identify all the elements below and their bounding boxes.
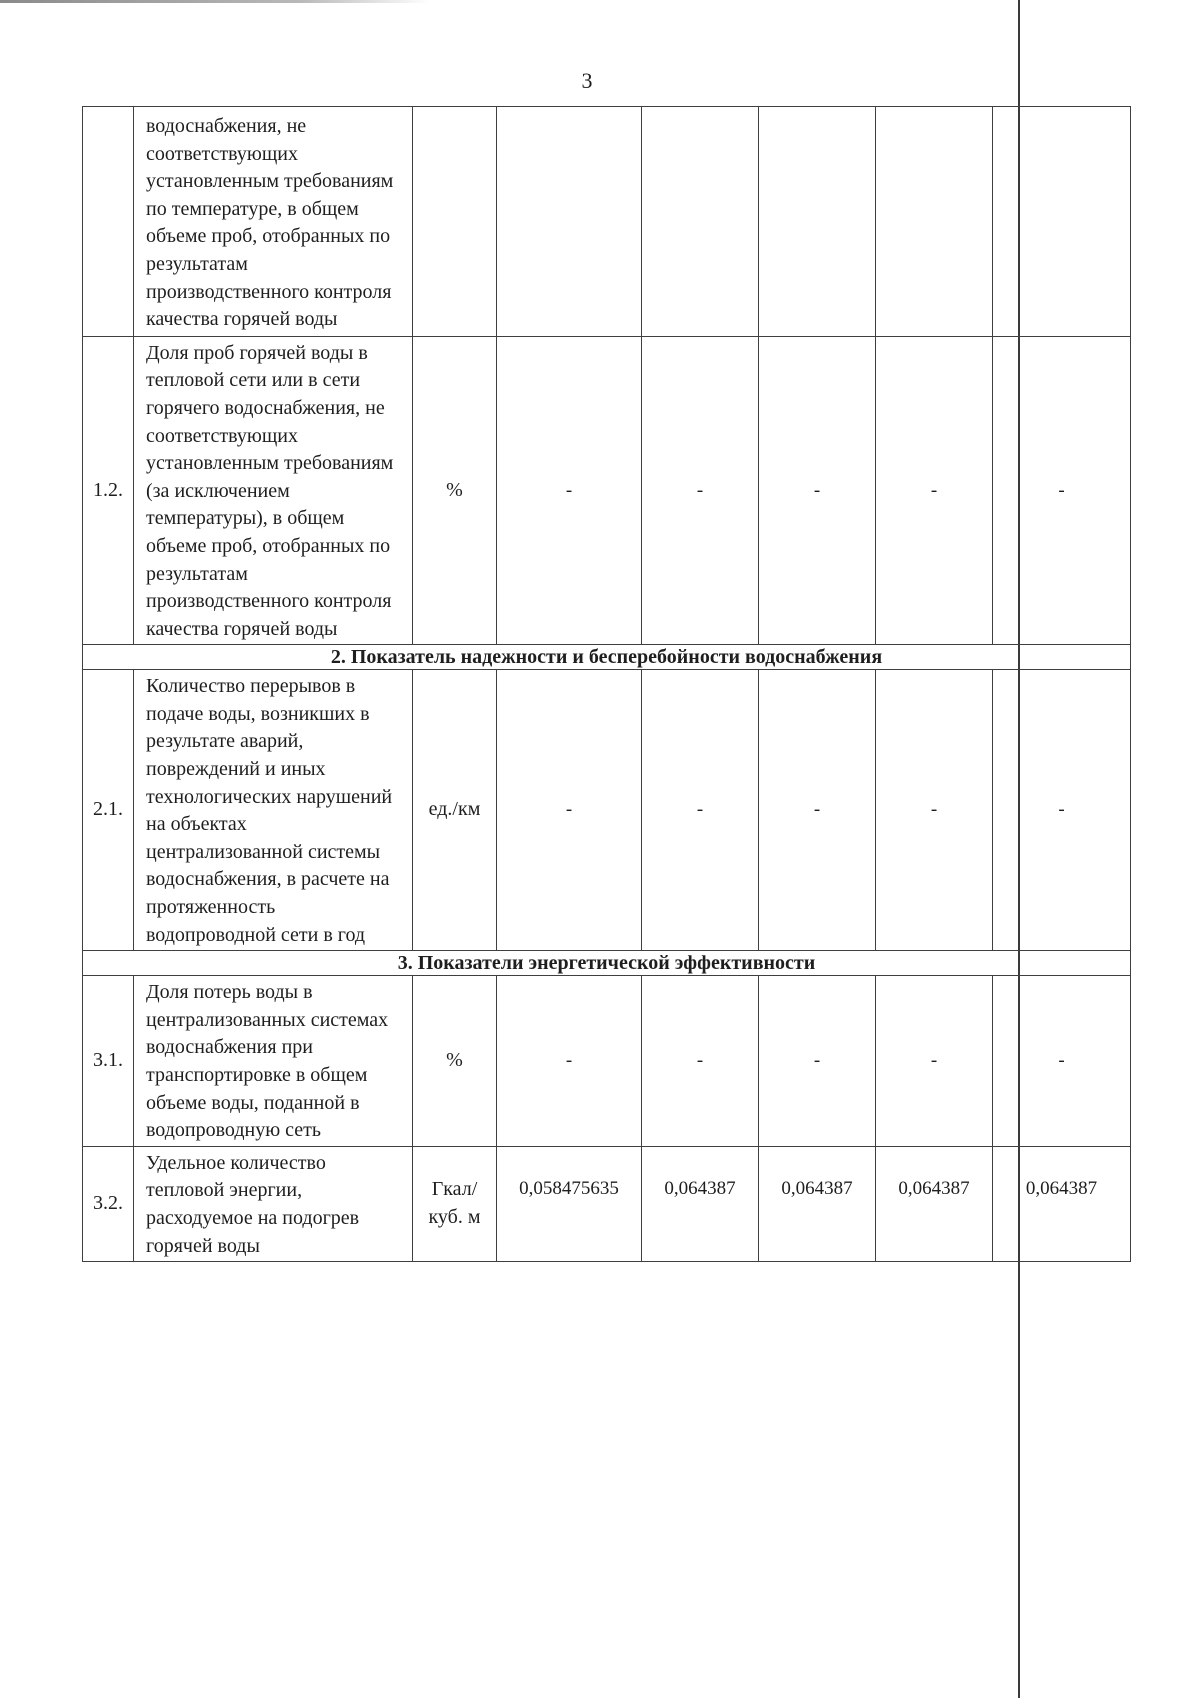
row-description: Доля проб горячей воды в тепловой сети или в сети горячего водоснабжения, не соответствующих установленным требованиям (за исключением температуры), в общем объеме проб, отобранных по результатам производственного контроля качества горячей воды	[134, 336, 413, 645]
row-value: 0,064387	[876, 1146, 993, 1261]
row-value: -	[642, 976, 759, 1147]
row-value	[497, 107, 642, 337]
table-row-3-1	[83, 976, 1131, 1147]
row-unit: ед./км	[413, 670, 497, 951]
row-value	[876, 107, 993, 337]
section-row-2	[83, 645, 1131, 670]
row-number: 2.1.	[83, 670, 134, 951]
row-number	[83, 107, 134, 337]
row-value: -	[759, 336, 876, 645]
row-value: -	[876, 976, 993, 1147]
row-value: -	[759, 670, 876, 951]
row-value: -	[642, 336, 759, 645]
row-description: Количество перерывов в подаче воды, возникших в результате аварий, повреждений и иных технологических нарушений на объектах централизованной системы водоснабжения, в расчете на протяженность водопроводной сети в год	[134, 670, 413, 951]
row-description: водоснабжения, не соответствующих установленным требованиям по температуре, в общем объеме проб, отобранных по результатам производственного контроля качества горячей воды	[134, 107, 413, 337]
row-value: -	[642, 670, 759, 951]
row-unit: %	[413, 336, 497, 645]
table-row-3-2	[83, 1146, 1131, 1261]
section-heading: 3. Показатели энергетической эффективности	[83, 951, 1131, 976]
row-value: -	[497, 336, 642, 645]
table-row-1-1-continued	[83, 107, 1131, 337]
row-number: 3.2.	[83, 1146, 134, 1261]
row-number: 3.1.	[83, 976, 134, 1147]
row-number: 1.2.	[83, 336, 134, 645]
row-value: -	[497, 976, 642, 1147]
row-value: -	[993, 336, 1131, 645]
indicators-table	[82, 106, 1131, 1262]
scan-smudge	[0, 0, 430, 3]
row-value	[642, 107, 759, 337]
row-value: 0,058475635	[497, 1146, 642, 1261]
page-number: 3	[581, 68, 593, 93]
row-value: -	[993, 670, 1131, 951]
row-value: 0,064387	[759, 1146, 876, 1261]
table-row-2-1	[83, 670, 1131, 951]
row-unit	[413, 107, 497, 337]
row-unit: Гкал/куб. м	[413, 1146, 497, 1261]
row-description: Удельное количество тепловой энергии, расходуемое на подогрев горячей воды	[134, 1146, 413, 1261]
row-value	[993, 107, 1131, 337]
row-value: -	[497, 670, 642, 951]
row-value	[759, 107, 876, 337]
row-value: -	[876, 670, 993, 951]
section-heading: 2. Показатель надежности и бесперебойности водоснабжения	[83, 645, 1131, 670]
row-description: Доля потерь воды в централизованных системах водоснабжения при транспортировке в общем объеме воды, поданной в водопроводную сеть	[134, 976, 413, 1147]
row-value: -	[759, 976, 876, 1147]
row-value: -	[993, 976, 1131, 1147]
row-unit: %	[413, 976, 497, 1147]
row-value: 0,064387	[642, 1146, 759, 1261]
row-value: -	[876, 336, 993, 645]
section-row-3	[83, 951, 1131, 976]
table-row-1-2	[83, 336, 1131, 645]
row-value: 0,064387	[993, 1146, 1131, 1261]
